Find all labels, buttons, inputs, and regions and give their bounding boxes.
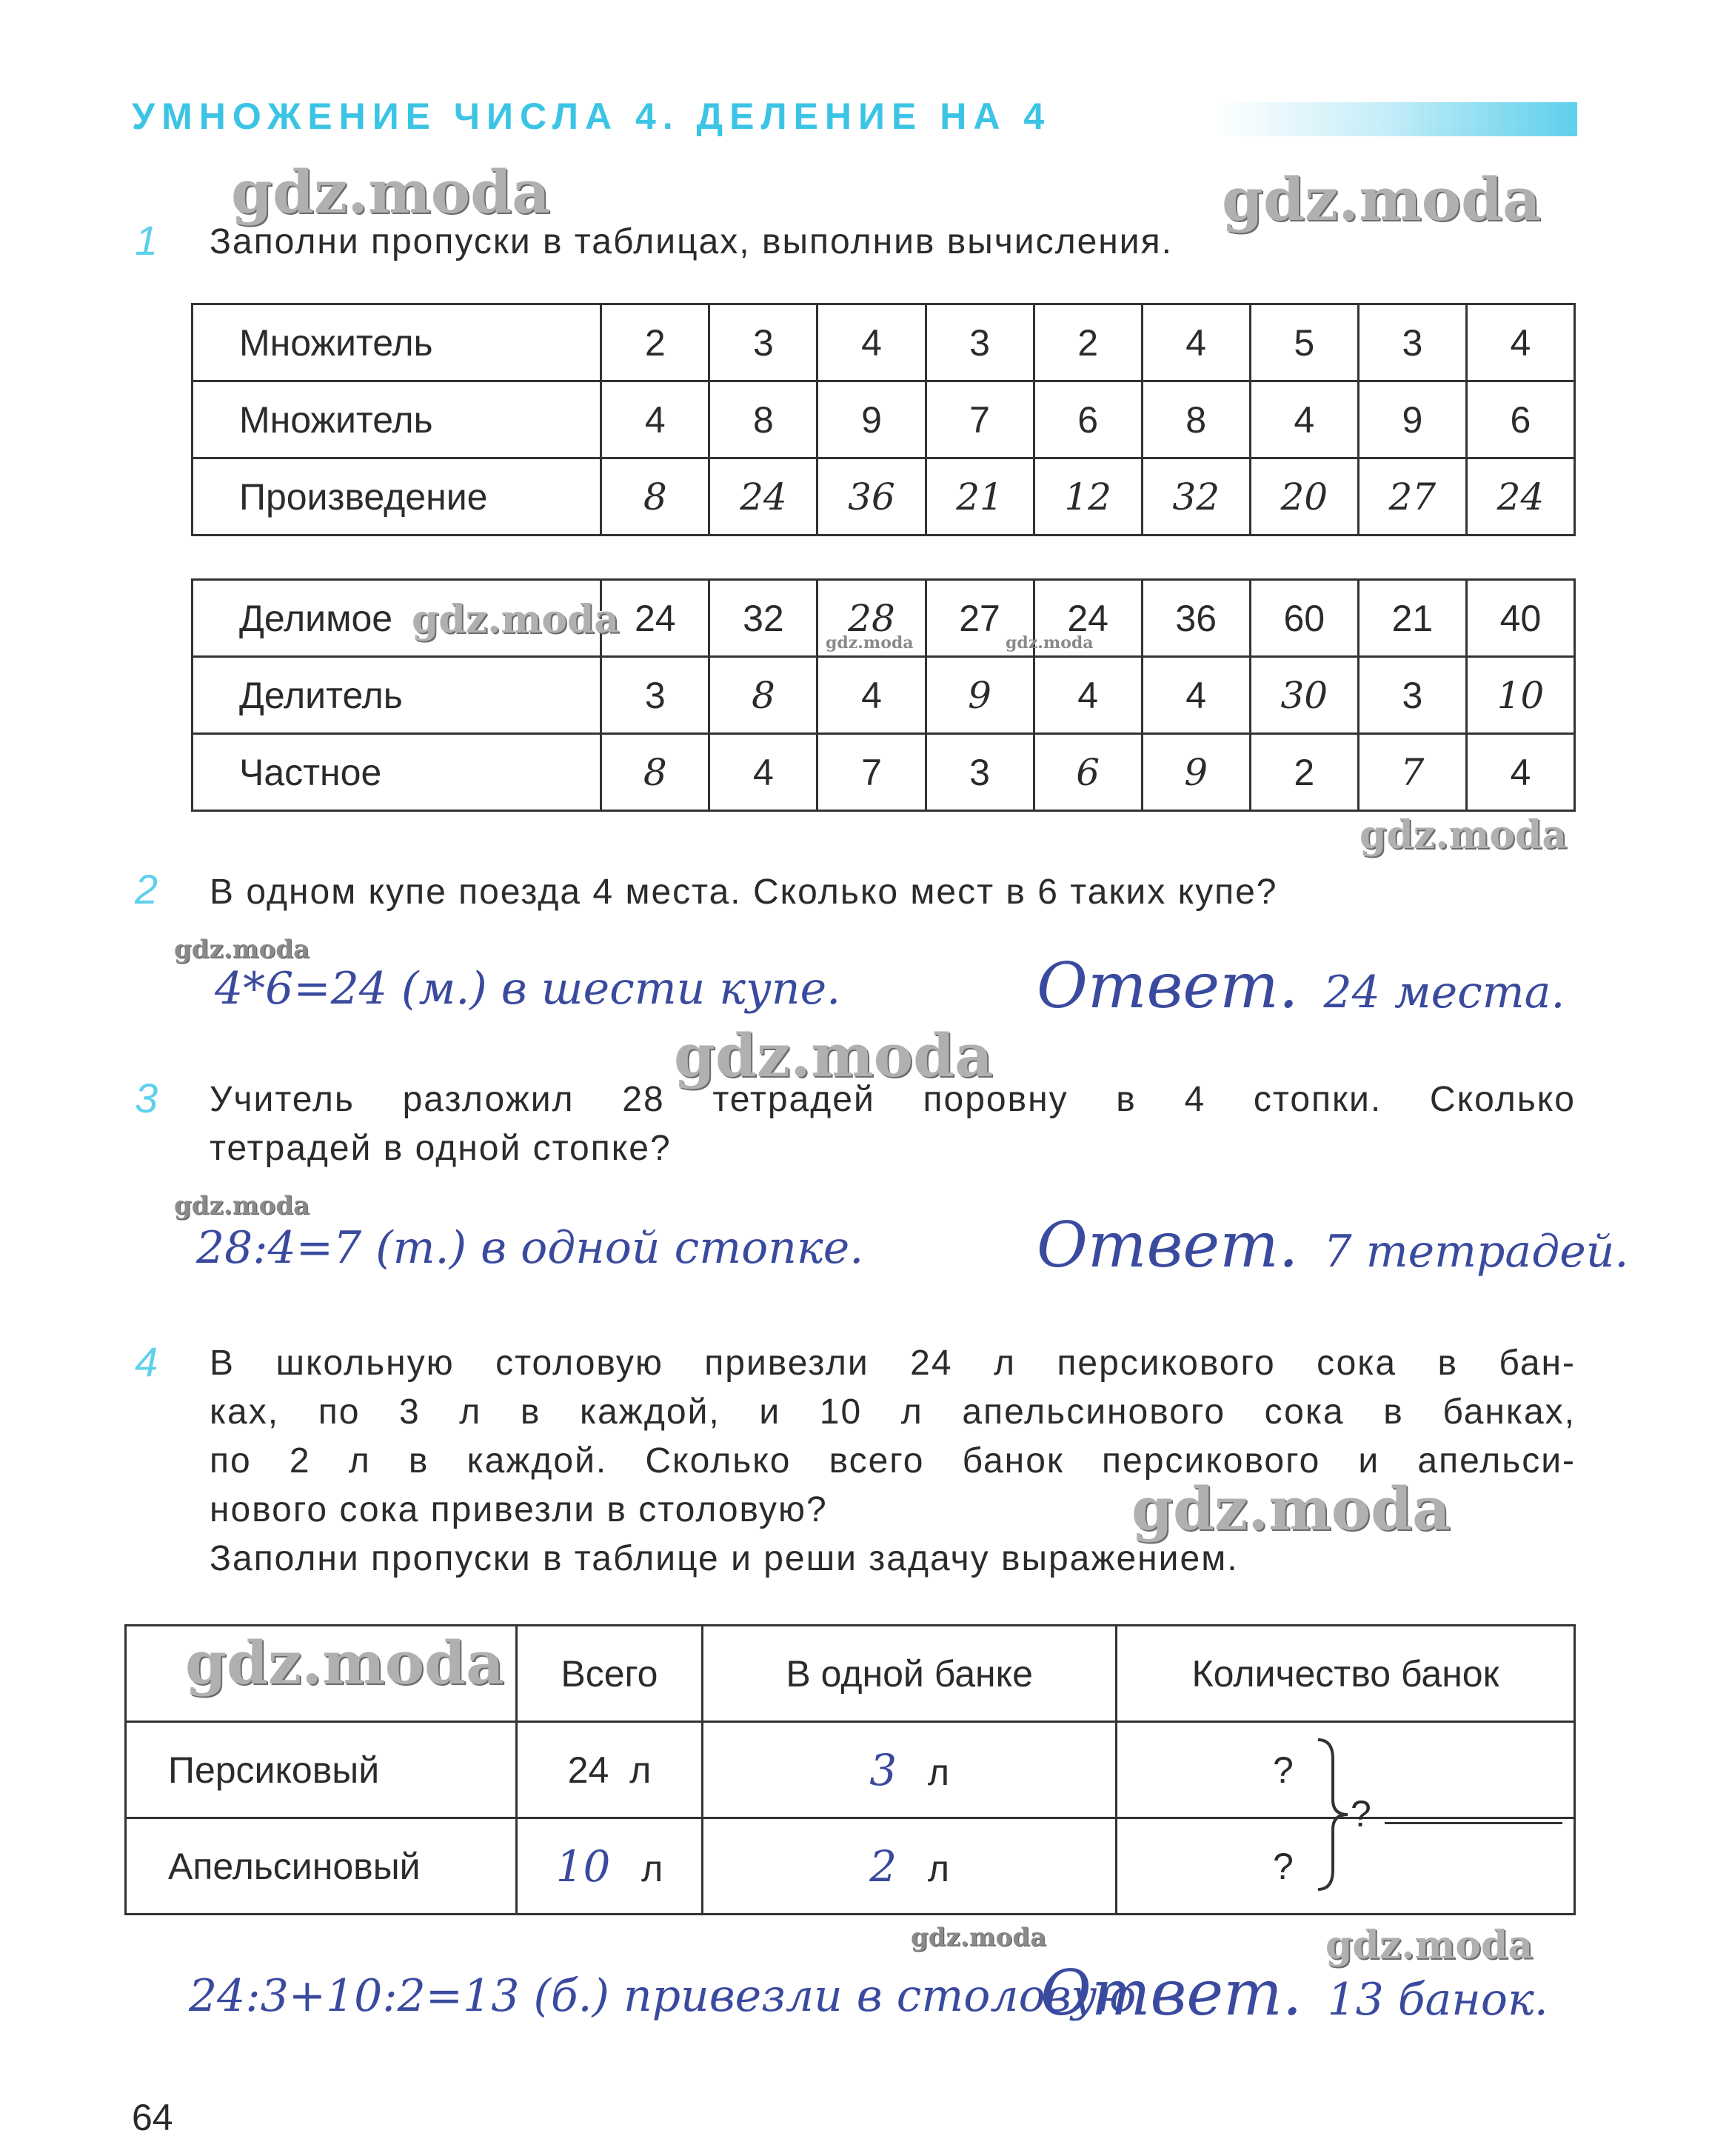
unit-label: л [629, 1749, 652, 1791]
task-4-number: 4 [135, 1338, 158, 1385]
juice-count-value: ? [1273, 1845, 1294, 1887]
juice-header-count: Количество банок [1117, 1626, 1575, 1722]
watermark: gdz.moda [412, 597, 620, 642]
total-cans-question: ? [1351, 1793, 1371, 1835]
handwritten-cell: 24 [1466, 458, 1574, 535]
table-cell: 6 [1466, 381, 1574, 458]
handwritten-cell: 6 [1034, 734, 1142, 811]
table-cell: 4 [1250, 381, 1358, 458]
table-cell: 4 [1142, 304, 1250, 381]
page-number: 64 [132, 2097, 173, 2138]
header-decoration-bar [1214, 102, 1577, 136]
juice-header-per-can: В одной банке [703, 1626, 1117, 1722]
task-2-text-line: В одном купе поезда 4 места. Сколько мест в 6 таких купе? [210, 872, 1278, 912]
row-label: Частное [193, 734, 601, 811]
juice-total-cell [516, 1818, 703, 1915]
task-4-solution: 24:3+10:2=13 (б.) привезли в столовую [189, 1970, 1137, 2022]
table-cell: 7 [817, 734, 926, 811]
table-cell: 3 [709, 304, 817, 381]
handwritten-cell: 9 [1142, 734, 1250, 811]
table-cell: 27 [926, 580, 1034, 657]
table-cell: 4 [601, 381, 709, 458]
table-row [193, 734, 1575, 811]
juice-header-total: Всего [516, 1626, 703, 1722]
task-4-text-line: нового сока привезли в столовую? [210, 1490, 828, 1529]
row-label: Множитель [193, 381, 601, 458]
answer-label: Ответ. [1040, 1957, 1302, 2029]
table-cell: 7 [926, 381, 1034, 458]
table-row [193, 458, 1575, 535]
row-label: Произведение [193, 458, 601, 535]
watermark: gdz.moda [231, 157, 550, 227]
watermark: gdz.moda [1222, 164, 1541, 234]
watermark: gdz.moda [1360, 812, 1568, 858]
task-4-text-line: по 2 л в каждой. Сколько всего банок персикового и апельси- [210, 1441, 1576, 1481]
watermark: gdz.moda [911, 1923, 1047, 1952]
row-label: Делитель [193, 657, 601, 734]
answer-label: Ответ. [1037, 949, 1299, 1022]
table-cell: 36 [1142, 580, 1250, 657]
unit-label: л [641, 1847, 663, 1889]
handwritten-cell: 8 [601, 458, 709, 535]
table-cell: 32 [709, 580, 817, 657]
handwritten-cell: 24 [709, 458, 817, 535]
table-cell: 9 [817, 381, 926, 458]
unit-label: л [927, 1751, 950, 1793]
table-cell: 5 [1250, 304, 1358, 381]
task-2-solution: 4*6=24 (м.) в шести купе. [215, 963, 841, 1015]
task-2-number: 2 [135, 866, 158, 912]
row-label: Множитель [193, 304, 601, 381]
watermark: gdz.moda [174, 1191, 310, 1221]
table-cell: 2 [1034, 304, 1142, 381]
table-cell: 3 [601, 657, 709, 734]
task-2-text [210, 868, 1542, 917]
handwritten-cell: 10 [1466, 657, 1574, 734]
table-cell: 4 [709, 734, 817, 811]
task-3-text-line: тетрадей в одной стопке? [210, 1129, 672, 1168]
table-cell: 4 [817, 304, 926, 381]
handwritten-cell: 7 [1358, 734, 1466, 811]
table-cell: 8 [709, 381, 817, 458]
table-row [193, 657, 1575, 734]
watermark: gdz.moda [1006, 633, 1094, 653]
handwritten-cell: 8 [601, 734, 709, 811]
task-4-text [210, 1339, 1576, 1583]
unit-label: л [927, 1847, 950, 1889]
table-cell: 3 [926, 304, 1034, 381]
task-3-solution: 28:4=7 (т.) в одной стопке. [196, 1222, 864, 1274]
task-4-text-line: В школьную столовую привезли 24 л персикового сока в бан- [210, 1344, 1576, 1383]
answer-value: 7 тетрадей. [1323, 1226, 1629, 1278]
table-cell: 4 [817, 657, 926, 734]
division-table [191, 578, 1576, 812]
table-cell: 9 [1358, 381, 1466, 458]
table-cell: 3 [926, 734, 1034, 811]
handwritten-cell: 27 [1358, 458, 1466, 535]
page-title: УМНОЖЕНИЕ ЧИСЛА 4. ДЕЛЕНИЕ НА 4 [132, 96, 1051, 137]
table-cell: 4 [1466, 734, 1574, 811]
juice-per-can-value: 3 [869, 1744, 897, 1795]
watermark: gdz.moda [826, 633, 914, 653]
watermark: gdz.moda [1131, 1474, 1451, 1543]
table-cell: 60 [1250, 580, 1358, 657]
table-cell: 24 [1034, 580, 1142, 657]
total-answer-line [1385, 1822, 1562, 1824]
table-cell: 4 [1034, 657, 1142, 734]
answer-label: Ответ. [1037, 1209, 1299, 1281]
handwritten-cell: 30 [1250, 657, 1358, 734]
watermark: gdz.moda [674, 1021, 993, 1090]
table-cell: 40 [1466, 580, 1574, 657]
table-cell: 4 [1466, 304, 1574, 381]
juice-per-can-cell [703, 1722, 1117, 1818]
task-3-answer [1037, 1209, 1628, 1281]
multiplication-table [191, 303, 1576, 536]
juice-total-cell [516, 1722, 703, 1818]
watermark: gdz.moda [1325, 1923, 1534, 1968]
table-cell: 2 [1250, 734, 1358, 811]
table-cell: 8 [1142, 381, 1250, 458]
task-1-text-line: Заполни пропуски в таблицах, выполнив вычисления. [210, 222, 1173, 261]
table-cell: 3 [1358, 304, 1466, 381]
juice-per-can-cell [703, 1818, 1117, 1915]
task-1-number: 1 [135, 217, 158, 264]
table-cell: 4 [1142, 657, 1250, 734]
table-row [193, 381, 1575, 458]
task-4-text-line: Заполни пропуски в таблице и реши задачу выражением. [210, 1539, 1239, 1578]
watermark: gdz.moda [174, 935, 310, 964]
brace-icon [1311, 1737, 1355, 1892]
task-3-text-line: Учитель разложил 28 тетрадей поровну в 4 стопки. Сколько [210, 1080, 1576, 1119]
juice-count-value: ? [1273, 1749, 1294, 1791]
juice-total-value: 24 [567, 1749, 609, 1791]
task-2-answer [1037, 949, 1565, 1022]
table-cell: 21 [1358, 580, 1466, 657]
handwritten-cell: 21 [926, 458, 1034, 535]
table-row [193, 304, 1575, 381]
task-4-text-line: ках, по 3 л в каждой, и 10 л апельсинового сока в банках, [210, 1392, 1576, 1432]
table-cell: 6 [1034, 381, 1142, 458]
handwritten-cell: 9 [926, 657, 1034, 734]
juice-total-value: 10 [555, 1840, 611, 1892]
handwritten-cell: 28 [817, 580, 926, 657]
handwritten-cell: 20 [1250, 458, 1358, 535]
juice-row-name: Апельсиновый [126, 1818, 517, 1915]
juice-row-name: Персиковый [126, 1722, 517, 1818]
answer-value: 13 банок. [1327, 1974, 1548, 2026]
handwritten-cell: 8 [709, 657, 817, 734]
handwritten-cell: 12 [1034, 458, 1142, 535]
task-3-number: 3 [135, 1075, 158, 1121]
watermark: gdz.moda [185, 1628, 504, 1698]
juice-per-can-value: 2 [869, 1840, 897, 1892]
handwritten-cell: 32 [1142, 458, 1250, 535]
handwritten-cell: 36 [817, 458, 926, 535]
table-cell: 2 [601, 304, 709, 381]
row-label: Делимое [193, 580, 601, 657]
table-cell: 24 [601, 580, 709, 657]
answer-value: 24 места. [1323, 967, 1565, 1018]
table-cell: 3 [1358, 657, 1466, 734]
